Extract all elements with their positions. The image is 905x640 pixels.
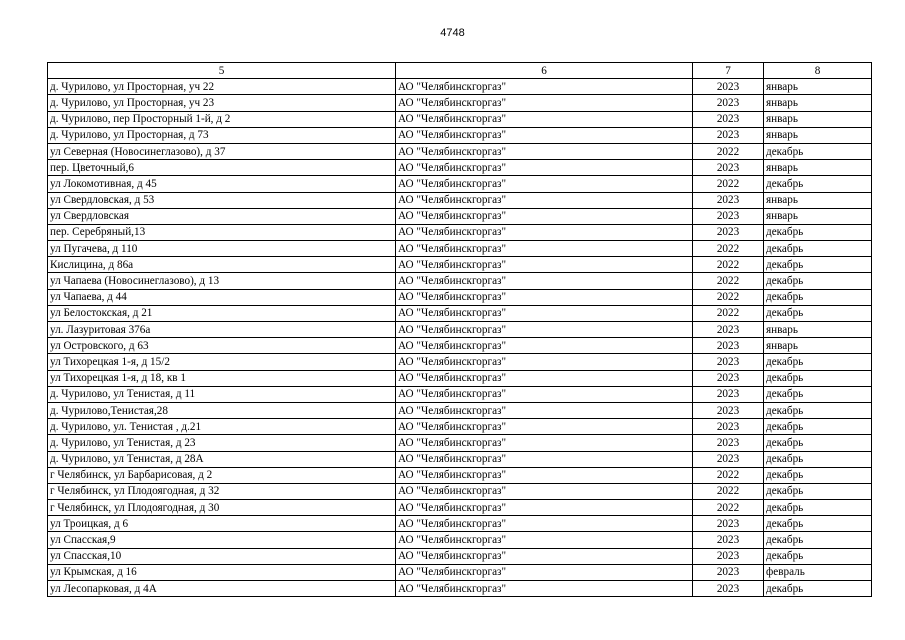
year-cell: 2023 <box>693 419 764 435</box>
month-cell: декабрь <box>764 516 872 532</box>
address-cell: пер. Цветочный,6 <box>48 160 396 176</box>
page-number: 4748 <box>440 27 465 39</box>
address-cell: Кислицина, д 86а <box>48 257 396 273</box>
year-cell: 2023 <box>693 354 764 370</box>
year-cell: 2023 <box>693 435 764 451</box>
address-cell: г Челябинск, ул Плодоягодная, д 32 <box>48 483 396 499</box>
address-cell: ул Островского, д 63 <box>48 338 396 354</box>
organization-cell: АО "Челябинскгоргаз" <box>396 370 693 386</box>
organization-cell: АО "Челябинскгоргаз" <box>396 338 693 354</box>
month-cell: декабрь <box>764 273 872 289</box>
table-row <box>48 451 872 467</box>
table-row <box>48 160 872 176</box>
address-cell: ул. Лазуритовая 376а <box>48 322 396 338</box>
month-cell: январь <box>764 208 872 224</box>
organization-cell: АО "Челябинскгоргаз" <box>396 257 693 273</box>
organization-cell: АО "Челябинскгоргаз" <box>396 127 693 143</box>
address-cell: д. Чурилово, ул Просторная, д 73 <box>48 127 396 143</box>
month-cell: декабрь <box>764 305 872 321</box>
year-cell: 2023 <box>693 224 764 240</box>
year-cell: 2022 <box>693 467 764 483</box>
address-cell: ул Лесопарковая, д 4А <box>48 581 396 597</box>
month-cell: январь <box>764 95 872 111</box>
table-row <box>48 192 872 208</box>
year-cell: 2023 <box>693 322 764 338</box>
address-cell: ул Спасская,10 <box>48 548 396 564</box>
column-header-organization: 6 <box>396 63 693 79</box>
table-row <box>48 532 872 548</box>
table-row <box>48 322 872 338</box>
month-cell: декабрь <box>764 402 872 418</box>
month-cell: декабрь <box>764 241 872 257</box>
month-cell: февраль <box>764 564 872 580</box>
table-row <box>48 208 872 224</box>
address-cell: д. Чурилово, ул Тенистая, д 23 <box>48 435 396 451</box>
table-row <box>48 338 872 354</box>
year-cell: 2023 <box>693 79 764 95</box>
year-cell: 2023 <box>693 338 764 354</box>
month-cell: декабрь <box>764 581 872 597</box>
column-header-month: 8 <box>764 63 872 79</box>
month-cell: январь <box>764 192 872 208</box>
organization-cell: АО "Челябинскгоргаз" <box>396 305 693 321</box>
year-cell: 2023 <box>693 127 764 143</box>
year-cell: 2022 <box>693 289 764 305</box>
year-cell: 2023 <box>693 370 764 386</box>
year-cell: 2023 <box>693 111 764 127</box>
organization-cell: АО "Челябинскгоргаз" <box>396 354 693 370</box>
organization-cell: АО "Челябинскгоргаз" <box>396 143 693 159</box>
address-cell: д. Чурилово, ул Тенистая, д 28А <box>48 451 396 467</box>
address-cell: ул Свердловская <box>48 208 396 224</box>
year-cell: 2023 <box>693 386 764 402</box>
month-cell: январь <box>764 322 872 338</box>
address-cell: ул Пугачева, д 110 <box>48 241 396 257</box>
organization-cell: АО "Челябинскгоргаз" <box>396 322 693 338</box>
year-cell: 2023 <box>693 160 764 176</box>
table-row <box>48 289 872 305</box>
year-cell: 2022 <box>693 273 764 289</box>
table-row <box>48 111 872 127</box>
organization-cell: АО "Челябинскгоргаз" <box>396 451 693 467</box>
organization-cell: АО "Челябинскгоргаз" <box>396 500 693 516</box>
table-row <box>48 79 872 95</box>
table-body <box>48 79 872 597</box>
organization-cell: АО "Челябинскгоргаз" <box>396 564 693 580</box>
month-cell: январь <box>764 127 872 143</box>
table-row <box>48 241 872 257</box>
address-cell: ул Крымская, д 16 <box>48 564 396 580</box>
table-row <box>48 564 872 580</box>
organization-cell: АО "Челябинскгоргаз" <box>396 548 693 564</box>
month-cell: декабрь <box>764 483 872 499</box>
month-cell: декабрь <box>764 500 872 516</box>
table-row <box>48 224 872 240</box>
table-row <box>48 516 872 532</box>
address-cell: ул Белостокская, д 21 <box>48 305 396 321</box>
month-cell: декабрь <box>764 143 872 159</box>
month-cell: декабрь <box>764 370 872 386</box>
column-header-address: 5 <box>48 63 396 79</box>
month-cell: декабрь <box>764 224 872 240</box>
month-cell: декабрь <box>764 467 872 483</box>
table-row <box>48 273 872 289</box>
table-row <box>48 419 872 435</box>
month-cell: декабрь <box>764 435 872 451</box>
year-cell: 2023 <box>693 451 764 467</box>
year-cell: 2022 <box>693 241 764 257</box>
organization-cell: АО "Челябинскгоргаз" <box>396 273 693 289</box>
organization-cell: АО "Челябинскгоргаз" <box>396 386 693 402</box>
organization-cell: АО "Челябинскгоргаз" <box>396 419 693 435</box>
month-cell: декабрь <box>764 451 872 467</box>
organization-cell: АО "Челябинскгоргаз" <box>396 516 693 532</box>
column-header-year: 7 <box>693 63 764 79</box>
address-cell: ул Чапаева (Новосинеглазово), д 13 <box>48 273 396 289</box>
year-cell: 2023 <box>693 532 764 548</box>
organization-cell: АО "Челябинскгоргаз" <box>396 581 693 597</box>
table-row <box>48 257 872 273</box>
address-cell: ул Спасская,9 <box>48 532 396 548</box>
table-row <box>48 127 872 143</box>
address-cell: д. Чурилово, пер Просторный 1-й, д 2 <box>48 111 396 127</box>
organization-cell: АО "Челябинскгоргаз" <box>396 241 693 257</box>
organization-cell: АО "Челябинскгоргаз" <box>396 224 693 240</box>
table-row <box>48 386 872 402</box>
table-row <box>48 500 872 516</box>
organization-cell: АО "Челябинскгоргаз" <box>396 289 693 305</box>
table-row <box>48 483 872 499</box>
table-row <box>48 402 872 418</box>
table-row <box>48 467 872 483</box>
month-cell: декабрь <box>764 419 872 435</box>
address-cell: пер. Серебряный,13 <box>48 224 396 240</box>
month-cell: январь <box>764 160 872 176</box>
table-row <box>48 305 872 321</box>
year-cell: 2022 <box>693 176 764 192</box>
month-cell: январь <box>764 79 872 95</box>
year-cell: 2022 <box>693 483 764 499</box>
year-cell: 2022 <box>693 500 764 516</box>
organization-cell: АО "Челябинскгоргаз" <box>396 532 693 548</box>
month-cell: декабрь <box>764 176 872 192</box>
organization-cell: АО "Челябинскгоргаз" <box>396 435 693 451</box>
month-cell: декабрь <box>764 548 872 564</box>
organization-cell: АО "Челябинскгоргаз" <box>396 402 693 418</box>
year-cell: 2023 <box>693 208 764 224</box>
organization-cell: АО "Челябинскгоргаз" <box>396 208 693 224</box>
year-cell: 2022 <box>693 305 764 321</box>
year-cell: 2022 <box>693 143 764 159</box>
organization-cell: АО "Челябинскгоргаз" <box>396 160 693 176</box>
address-cell: д. Чурилово, ул Просторная, уч 23 <box>48 95 396 111</box>
year-cell: 2023 <box>693 95 764 111</box>
table-row <box>48 548 872 564</box>
organization-cell: АО "Челябинскгоргаз" <box>396 176 693 192</box>
month-cell: декабрь <box>764 386 872 402</box>
year-cell: 2023 <box>693 192 764 208</box>
address-cell: ул Локомотивная, д 45 <box>48 176 396 192</box>
address-cell: ул Чапаева, д 44 <box>48 289 396 305</box>
table-row <box>48 176 872 192</box>
organization-cell: АО "Челябинскгоргаз" <box>396 483 693 499</box>
year-cell: 2023 <box>693 581 764 597</box>
table-row <box>48 143 872 159</box>
month-cell: январь <box>764 338 872 354</box>
month-cell: январь <box>764 111 872 127</box>
registry-table <box>47 62 872 597</box>
month-cell: декабрь <box>764 289 872 305</box>
organization-cell: АО "Челябинскгоргаз" <box>396 111 693 127</box>
month-cell: декабрь <box>764 354 872 370</box>
year-cell: 2023 <box>693 516 764 532</box>
year-cell: 2023 <box>693 564 764 580</box>
address-cell: г Челябинск, ул Барбарисовая, д 2 <box>48 467 396 483</box>
year-cell: 2023 <box>693 402 764 418</box>
table-row <box>48 370 872 386</box>
organization-cell: АО "Челябинскгоргаз" <box>396 95 693 111</box>
address-cell: ул Северная (Новосинеглазово), д 37 <box>48 143 396 159</box>
table-row <box>48 581 872 597</box>
address-cell: ул Тихорецкая 1-я, д 15/2 <box>48 354 396 370</box>
month-cell: декабрь <box>764 257 872 273</box>
year-cell: 2022 <box>693 257 764 273</box>
address-cell: г Челябинск, ул Плодоягодная, д 30 <box>48 500 396 516</box>
year-cell: 2023 <box>693 548 764 564</box>
address-cell: д. Чурилово, ул. Тенистая , д.21 <box>48 419 396 435</box>
table-row <box>48 435 872 451</box>
header-row <box>48 63 872 79</box>
address-cell: д. Чурилово, ул Тенистая, д 11 <box>48 386 396 402</box>
table-row <box>48 95 872 111</box>
address-cell: д. Чурилово,Тенистая,28 <box>48 402 396 418</box>
organization-cell: АО "Челябинскгоргаз" <box>396 192 693 208</box>
address-cell: ул Троицкая, д 6 <box>48 516 396 532</box>
table-row <box>48 354 872 370</box>
organization-cell: АО "Челябинскгоргаз" <box>396 467 693 483</box>
organization-cell: АО "Челябинскгоргаз" <box>396 79 693 95</box>
address-cell: ул Свердловская, д 53 <box>48 192 396 208</box>
address-cell: ул Тихорецкая 1-я, д 18, кв 1 <box>48 370 396 386</box>
address-cell: д. Чурилово, ул Просторная, уч 22 <box>48 79 396 95</box>
month-cell: декабрь <box>764 532 872 548</box>
